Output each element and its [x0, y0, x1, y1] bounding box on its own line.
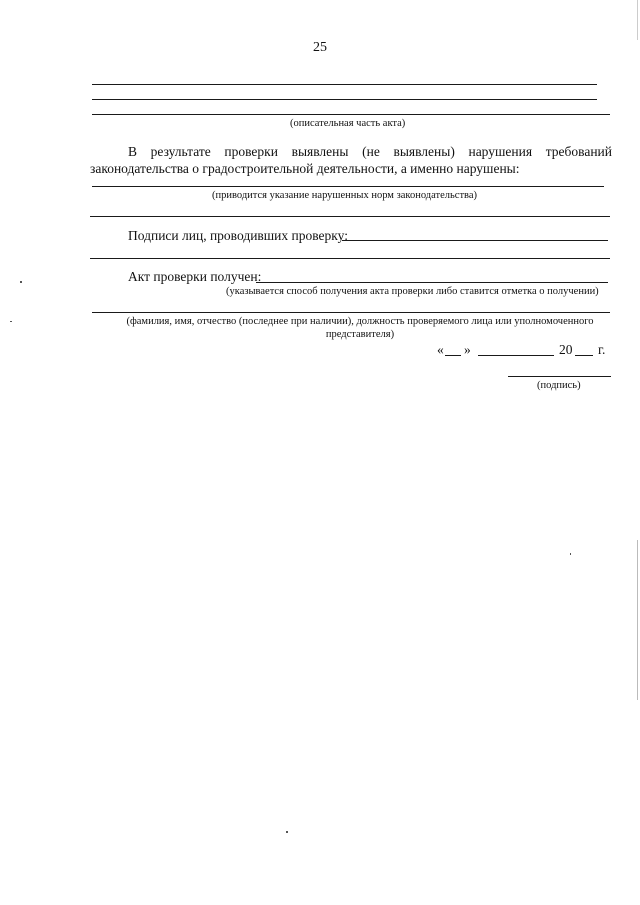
date-year-line — [575, 355, 593, 356]
date-day-line — [445, 355, 461, 356]
person-caption-line-1: (фамилия, имя, отчество (последнее при наличии), должность проверяемого лица или уполномоченного — [126, 316, 594, 327]
date-year-prefix: 20 — [559, 342, 573, 357]
date-open-quote: « — [437, 342, 444, 357]
result-words — [90, 143, 612, 160]
signature-caption: (подпись) — [537, 380, 581, 391]
person-line — [92, 312, 610, 313]
scan-speck — [286, 831, 288, 833]
receipt-label: Акт проверки получен: — [128, 269, 262, 284]
result-word: нарушения — [468, 144, 533, 159]
description-line-3 — [92, 114, 610, 115]
result-word: результате — [150, 144, 211, 159]
date-close-quote: » — [464, 342, 471, 357]
receipt-line — [256, 282, 608, 283]
result-word: (не — [362, 144, 380, 159]
date-year-suffix: г. — [598, 342, 606, 357]
description-caption: (описательная часть акта) — [290, 118, 406, 129]
page-number: 25 — [313, 40, 327, 55]
result-line-1 — [90, 143, 612, 160]
signatures-line — [342, 240, 608, 241]
scan-edge — [637, 540, 638, 700]
signatures-label: Подписи лиц, проводивших проверку: — [128, 228, 348, 243]
description-line-1 — [92, 84, 597, 85]
scan-speck — [570, 553, 571, 555]
result-word: проверки — [224, 144, 278, 159]
result-word: В — [128, 144, 138, 159]
scan-edge — [637, 0, 638, 40]
description-line-2 — [92, 99, 597, 100]
person-caption-line-2: представителя) — [325, 329, 395, 340]
violations-line — [92, 186, 604, 187]
result-line-2: законодательства о градостроительной деятельности, а именно нарушены: — [90, 161, 520, 176]
violations-line-2 — [90, 216, 610, 217]
result-word: выявлены) — [393, 144, 455, 159]
signature-line — [508, 376, 611, 377]
scan-speck — [10, 321, 12, 322]
result-word: выявлены — [291, 144, 349, 159]
result-word: требований — [545, 144, 612, 159]
person-caption — [100, 315, 620, 341]
receipt-caption: (указывается способ получения акта проверки либо ставится отметка о получении) — [226, 286, 599, 297]
violations-caption: (приводится указание нарушенных норм законодательства) — [212, 190, 478, 201]
signatures-line-2 — [90, 258, 610, 259]
scan-speck — [20, 281, 22, 283]
date-month-line — [478, 355, 554, 356]
